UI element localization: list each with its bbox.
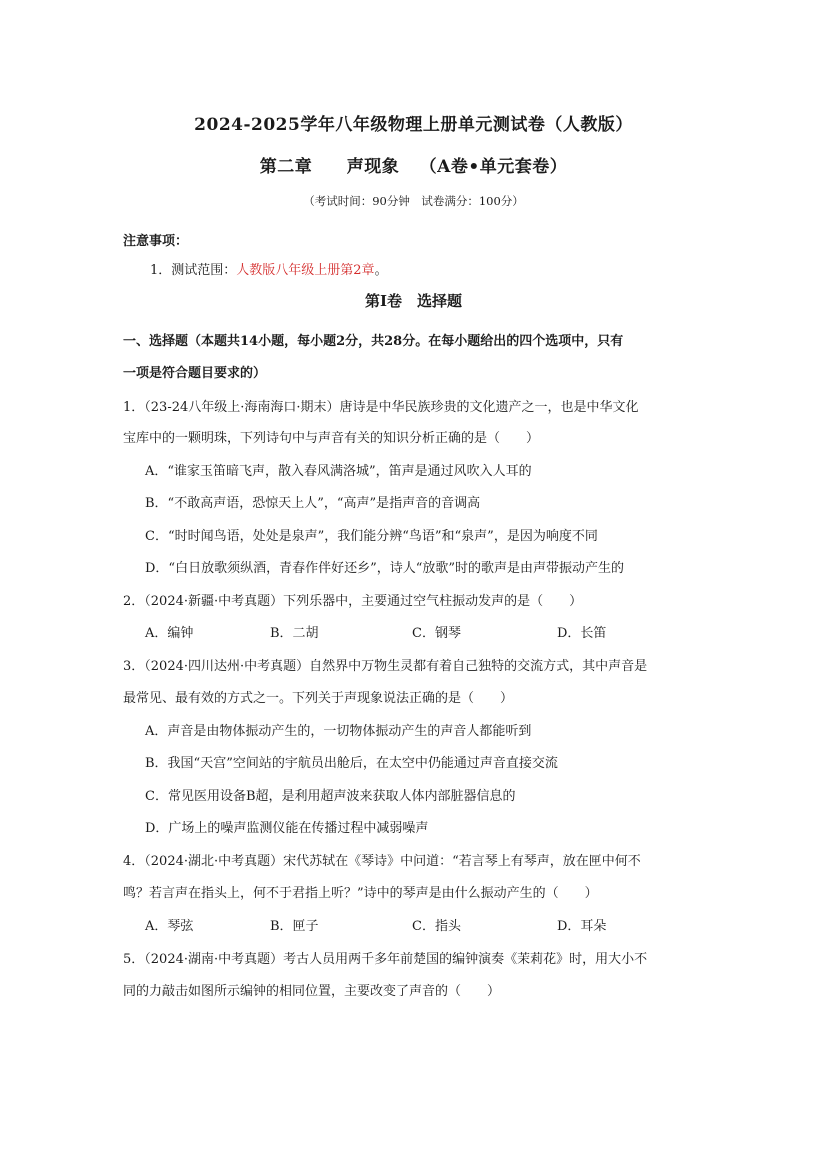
question-2-option-b: B．二胡 — [270, 626, 319, 641]
notes-item-1 — [150, 259, 388, 278]
question-2-option-a: A．编钟 — [145, 626, 194, 641]
notes-item-1-suffix: 。 — [374, 263, 388, 278]
question-5-stem-line-1: 5．（2024·湖南·中考真题）考古人员用两千多年前楚国的编钟演奏《茉莉花》时，用大小不 — [123, 952, 648, 967]
chapter-heading — [0, 152, 827, 177]
question-4-option-b: B．匣子 — [270, 919, 319, 934]
question-4-stem-line-1: 4．（2024·湖北·中考真题）宋代苏轼在《琴诗》中问道：“若言琴上有琴声，放在匣中何不 — [123, 854, 641, 869]
question-3-stem-line-2: 最常见、最有效的方式之一。下列关于声现象说法正确的是（ ） — [123, 691, 514, 706]
section-intro-line-1: 一、选择题（本题共14小题，每小题2分，共28分。在每小题给出的四个选项中，只有 — [123, 334, 624, 349]
question-3-stem-line-1: 3．（2024·四川达州·中考真题）自然界中万物生灵都有着自己独特的交流方式，其中声音是 — [123, 659, 648, 674]
question-4-option-a: A．琴弦 — [145, 919, 194, 934]
question-3-option-d: D．广场上的噪声监测仪能在传播过程中减弱噪声 — [145, 821, 429, 836]
question-1-option-a: A．“谁家玉笛暗飞声，散入春风满洛城”，笛声是通过风吹入人耳的 — [145, 464, 532, 479]
notes-heading: 注意事项： — [123, 234, 189, 249]
section-intro-line-2: 一项是符合题目要求的） — [123, 366, 267, 381]
question-2-option-c: C．钢琴 — [412, 626, 461, 641]
question-1-stem-line-1: 1．（23-24八年级上·海南海口·期末）唐诗是中华民族珍贵的文化遗产之一，也是中华文化 — [123, 400, 639, 415]
section-title: 第Ⅰ卷 选择题 — [364, 292, 463, 310]
question-3-option-c: C．常见医用设备B超，是利用超声波来获取人体内部脏器信息的 — [145, 789, 516, 804]
question-3-option-b: B．我国“天宫”空间站的宇航员出舱后，在太空中仍能通过声音直接交流 — [145, 756, 558, 771]
question-3-option-a: A．声音是由物体振动产生的，一切物体振动产生的声音人都能听到 — [145, 724, 532, 739]
question-4-option-d: D．耳朵 — [557, 919, 607, 934]
question-2-stem: 2．（2024·新疆·中考真题）下列乐器中，主要通过空气柱振动发声的是（ ） — [123, 594, 583, 609]
question-2-option-d: D．长笛 — [557, 626, 607, 641]
question-1-stem-line-2: 宝库中的一颗明珠，下列诗句中与声音有关的知识分析正确的是（ ） — [123, 431, 540, 446]
chapter-number: 第二章 — [259, 157, 313, 177]
chapter-variant: （A卷•单元套卷） — [419, 157, 568, 177]
notes-item-1-range: 人教版八年级上册第2章 — [236, 263, 375, 278]
chapter-name: 声现象 — [346, 157, 400, 177]
question-1-option-b: B．“不敢高声语，恐惊天上人”，“高声”是指声音的音调高 — [145, 496, 481, 511]
exam-info: （考试时间：90分钟 试卷满分：100分） — [303, 194, 524, 208]
question-4-option-c: C．指头 — [412, 919, 461, 934]
question-4-stem-line-2: 鸣？若言声在指头上，何不于君指上听？”诗中的琴声是由什么振动产生的（ ） — [123, 886, 598, 901]
question-1-option-d: D．“白日放歌须纵酒，青春作伴好还乡”，诗人“放歌”时的歌声是由声带振动产生的 — [145, 561, 625, 576]
question-5-stem-line-2: 同的力敲击如图所示编钟的相同位置，主要改变了声音的（ ） — [123, 984, 501, 999]
question-1-option-c: C．“时时闻鸟语，处处是泉声”，我们能分辨“鸟语”和“泉声”，是因为响度不同 — [145, 529, 598, 544]
exam-title: 2024-2025学年八年级物理上册单元测试卷（人教版） — [194, 115, 633, 135]
notes-item-1-prefix: 1．测试范围： — [150, 263, 237, 278]
